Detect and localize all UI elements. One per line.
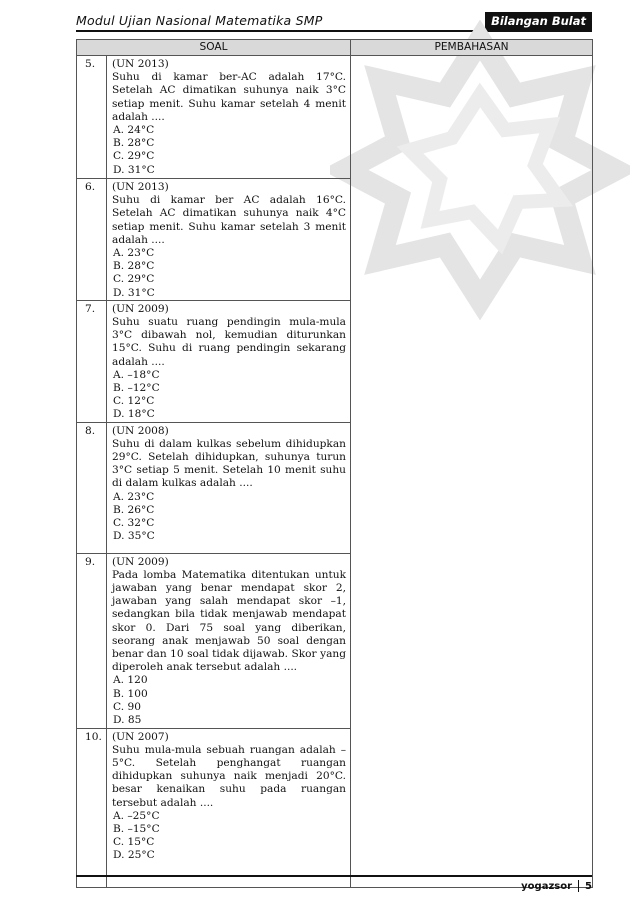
question-cell [107, 56, 351, 179]
option-a: A. 120 [113, 674, 148, 687]
option-c: C. 32°C [113, 517, 155, 530]
question-source: (UN 2013) [112, 58, 169, 70]
footer-rule [76, 875, 592, 877]
option-b: B. –12°C [113, 382, 160, 395]
question-stem: Suhu di kamar ber-AC adalah 17°C. Setelah AC dimatikan suhunya naik 3°C setiap menit. Suhu kamar setelah 4 menit adalah .... [112, 71, 346, 123]
option-d: D. 85 [113, 714, 142, 727]
page-number: 5 [585, 880, 592, 892]
question-cell [107, 422, 351, 553]
question-cell [107, 553, 351, 728]
option-d: D. 25°C [113, 849, 155, 862]
question-source: (UN 2009) [112, 555, 169, 568]
option-d: D. 31°C [113, 163, 155, 176]
footer-separator [578, 880, 579, 892]
question-stem: Suhu mula-mula sebuah ruangan adalah –5°C. Setelah penghangat ruangan dihidupkan suhunya naik menjadi 20°C. besar kenaikan suhu pada ruangan tersebut adalah .... [112, 743, 346, 809]
page-footer [521, 880, 592, 892]
question-stem: Suhu di kamar ber AC adalah 16°C. Setelah AC dimatikan suhunya naik 4°C setiap menit. Suhu kamar setelah 3 menit adalah .... [112, 194, 346, 246]
question-stem: Suhu suatu ruang pendingin mula-mula 3°C dibawah nol, kemudian diturunkan 15°C. Suhu di ruang pendingin sekarang adalah .... [112, 316, 346, 368]
option-b: B. 28°C [113, 137, 155, 150]
option-c: C. 12°C [113, 395, 155, 408]
option-c: C. 29°C [113, 150, 155, 163]
question-row [77, 56, 593, 179]
option-b: B. –15°C [113, 823, 160, 836]
column-header-soal: SOAL [77, 40, 351, 56]
option-d: D. 35°C [113, 530, 155, 543]
question-source: (UN 2013) [112, 181, 169, 193]
option-b: B. 26°C [113, 503, 155, 516]
option-c: C. 90 [113, 700, 141, 713]
option-a: A. 24°C [113, 124, 155, 137]
question-number: 5. [77, 56, 107, 179]
option-d: D. 18°C [113, 408, 155, 421]
footer-author: yogazsor [521, 880, 573, 892]
question-number: 6. [77, 179, 107, 301]
question-source: (UN 2009) [112, 302, 169, 315]
question-source: (UN 2007) [112, 730, 169, 743]
page-header-title: Modul Ujian Nasional Matematika SMP [76, 13, 323, 28]
question-source: (UN 2008) [112, 424, 169, 437]
option-d: D. 31°C [113, 286, 155, 299]
option-a: A. –18°C [113, 368, 160, 381]
option-a: A. 23°C [113, 490, 155, 503]
option-c: C. 15°C [113, 836, 155, 849]
question-table [76, 39, 593, 888]
table-header-row [77, 40, 593, 56]
question-cell [107, 179, 351, 301]
question-number: 8. [77, 422, 107, 553]
question-stem: Pada lomba Matematika ditentukan untuk jawaban yang benar mendapat skor 2, jawaban yang salah mendapat skor –1, sedangkan bila tidak menjawab mendapat skor 0. Dari 75 soal yang diberikan, seorang anak menjawab 50 soal dengan benar dan 10 soal tidak dijawab. Skor yang diperoleh anak tersebut adalah .... [112, 568, 346, 674]
pembahasan-cell [351, 56, 593, 888]
option-a: A. 23°C [113, 247, 155, 260]
question-cell [107, 300, 351, 422]
question-number: 10. [77, 728, 107, 887]
question-number: 9. [77, 553, 107, 728]
column-header-pembahasan: PEMBAHASAN [351, 40, 593, 56]
option-b: B. 100 [113, 687, 148, 700]
question-number: 7. [77, 300, 107, 422]
header-badge: Bilangan Bulat [485, 12, 592, 30]
option-b: B. 28°C [113, 260, 155, 273]
question-stem: Suhu di dalam kulkas sebelum dihidupkan 29°C. Setelah dihidupkan, suhunya turun 3°C setiap 5 menit. Setelah 10 menit suhu di dalam kulkas adalah .... [112, 437, 346, 490]
option-c: C. 29°C [113, 273, 155, 286]
option-a: A. –25°C [113, 809, 160, 822]
question-cell [107, 728, 351, 887]
